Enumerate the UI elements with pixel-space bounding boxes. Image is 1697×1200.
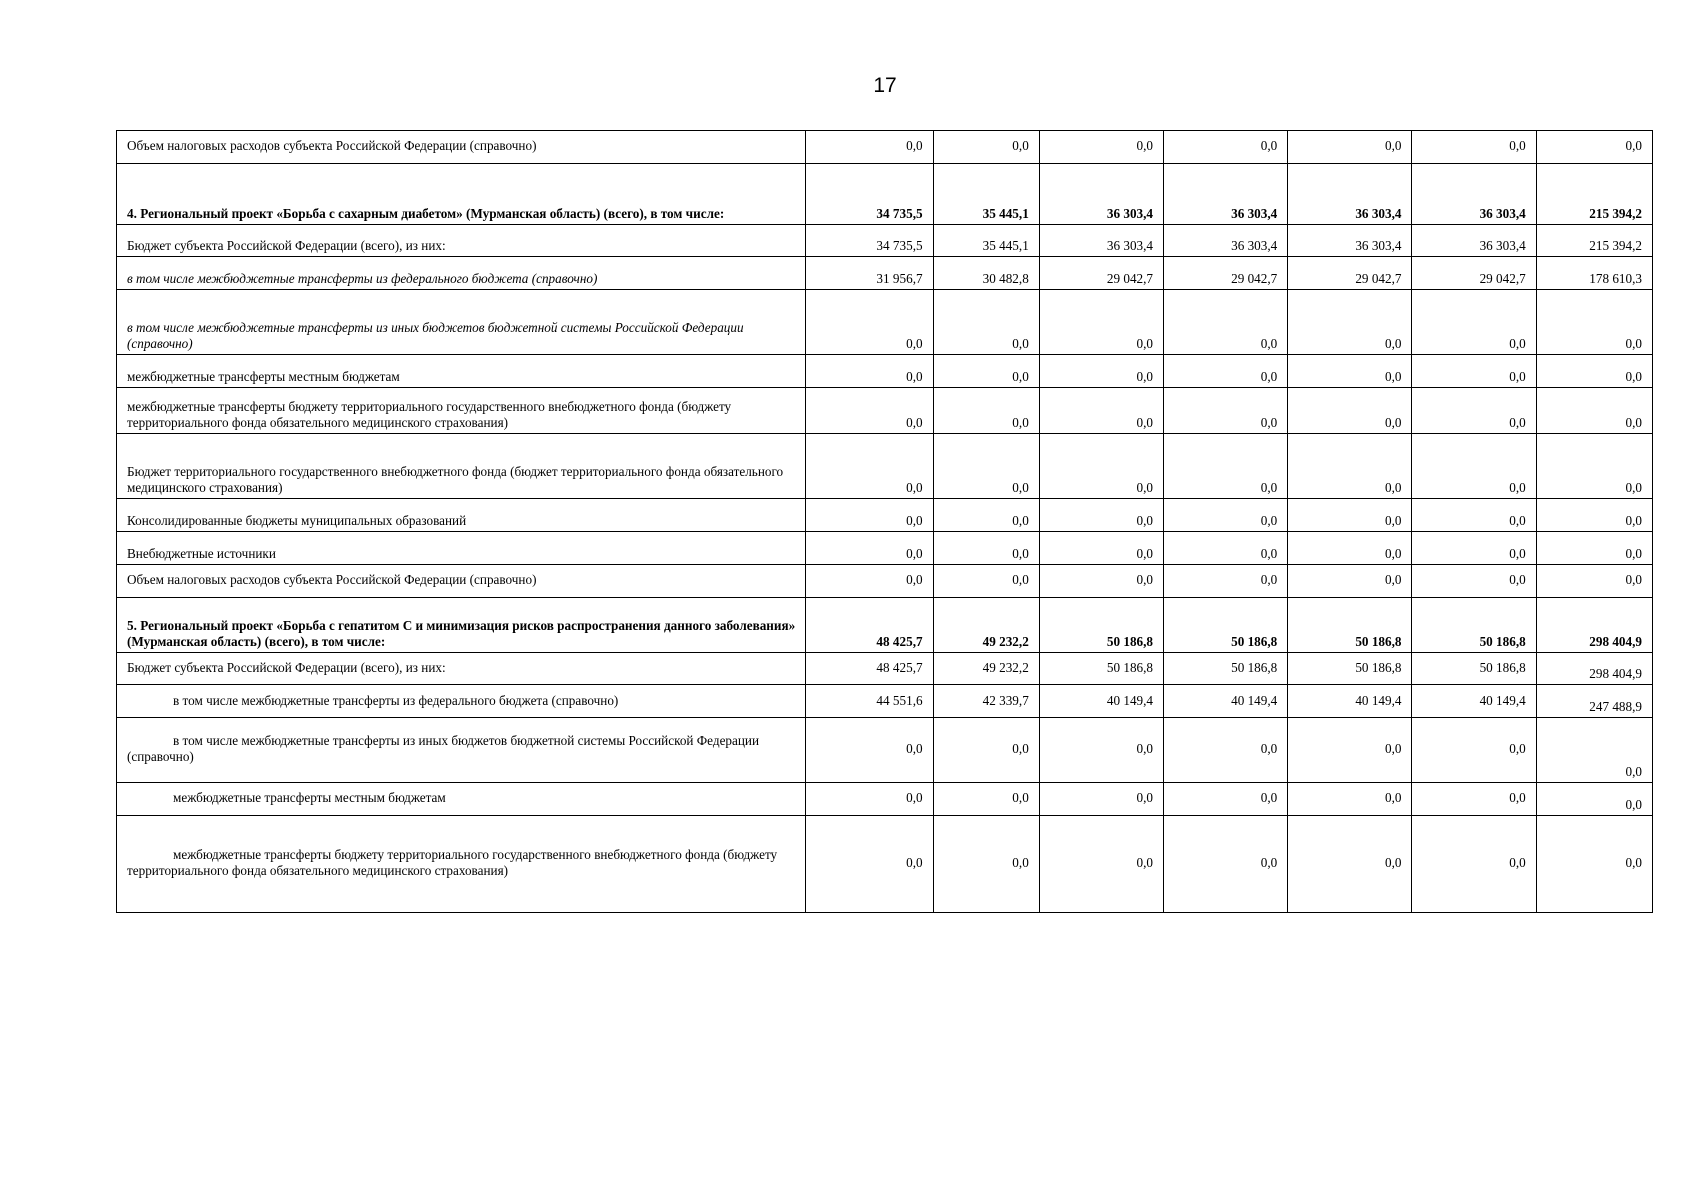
value-cell: 0,0 [1288, 434, 1412, 499]
total-cell: 0,0 [1536, 783, 1652, 816]
value-cell: 0,0 [806, 290, 933, 355]
table-row [117, 816, 1653, 913]
value-cell: 0,0 [1164, 565, 1288, 598]
value-cell: 29 042,7 [1164, 257, 1288, 290]
value-cell: 48 425,7 [806, 598, 933, 653]
value-cell: 0,0 [933, 718, 1039, 783]
value-cell: 0,0 [933, 355, 1039, 388]
total-cell: 215 394,2 [1536, 164, 1652, 225]
value-cell: 0,0 [1412, 434, 1536, 499]
value-cell: 0,0 [1164, 355, 1288, 388]
value-cell: 40 149,4 [1164, 685, 1288, 718]
value-cell: 0,0 [1039, 783, 1163, 816]
row-label: Внебюджетные источники [117, 532, 806, 565]
value-cell: 36 303,4 [1164, 164, 1288, 225]
value-cell: 36 303,4 [1039, 164, 1163, 225]
value-cell: 0,0 [1164, 718, 1288, 783]
value-cell: 0,0 [1288, 718, 1412, 783]
row-label: межбюджетные трансферты бюджету территориального государственного внебюджетного фонда (бюджету территориального фонда обязательного медицинского страхования) [117, 816, 806, 913]
row-label: Консолидированные бюджеты муниципальных образований [117, 499, 806, 532]
value-cell: 0,0 [806, 131, 933, 164]
table-row [117, 434, 1653, 499]
value-cell: 0,0 [806, 434, 933, 499]
value-cell: 0,0 [933, 816, 1039, 913]
value-cell: 50 186,8 [1164, 598, 1288, 653]
value-cell: 0,0 [1288, 565, 1412, 598]
value-cell: 50 186,8 [1412, 653, 1536, 685]
value-cell: 29 042,7 [1039, 257, 1163, 290]
row-label: Объем налоговых расходов субъекта Российской Федерации (справочно) [117, 565, 806, 598]
table-row [117, 388, 1653, 434]
row-label: Бюджет субъекта Российской Федерации (всего), из них: [117, 653, 806, 685]
total-cell: 247 488,9 [1536, 685, 1652, 718]
value-cell: 0,0 [1412, 499, 1536, 532]
total-cell: 0,0 [1536, 532, 1652, 565]
value-cell: 0,0 [1164, 783, 1288, 816]
value-cell: 0,0 [806, 718, 933, 783]
value-cell: 49 232,2 [933, 653, 1039, 685]
value-cell: 29 042,7 [1288, 257, 1412, 290]
value-cell: 0,0 [1039, 499, 1163, 532]
total-cell: 0,0 [1536, 816, 1652, 913]
total-cell: 0,0 [1536, 290, 1652, 355]
value-cell: 0,0 [933, 388, 1039, 434]
value-cell: 40 149,4 [1412, 685, 1536, 718]
value-cell: 42 339,7 [933, 685, 1039, 718]
table-row [117, 225, 1653, 257]
value-cell: 0,0 [1039, 718, 1163, 783]
row-label: в том числе межбюджетные трансферты из федерального бюджета (справочно) [117, 685, 806, 718]
value-cell: 50 186,8 [1039, 598, 1163, 653]
total-cell: 298 404,9 [1536, 598, 1652, 653]
value-cell: 0,0 [1412, 131, 1536, 164]
value-cell: 0,0 [1164, 532, 1288, 565]
value-cell: 36 303,4 [1288, 225, 1412, 257]
value-cell: 0,0 [1164, 388, 1288, 434]
value-cell: 0,0 [1164, 816, 1288, 913]
value-cell: 0,0 [933, 131, 1039, 164]
table-row [117, 783, 1653, 816]
section-header-label: 4. Региональный проект «Борьба с сахарным диабетом» (Мурманская область) (всего), в том числе: [117, 164, 806, 225]
value-cell: 0,0 [1164, 131, 1288, 164]
value-cell: 50 186,8 [1288, 598, 1412, 653]
value-cell: 0,0 [1039, 532, 1163, 565]
value-cell: 29 042,7 [1412, 257, 1536, 290]
value-cell: 0,0 [1288, 290, 1412, 355]
value-cell: 0,0 [933, 434, 1039, 499]
value-cell: 0,0 [1288, 355, 1412, 388]
row-label: межбюджетные трансферты местным бюджетам [117, 355, 806, 388]
value-cell: 0,0 [933, 290, 1039, 355]
value-cell: 0,0 [1164, 290, 1288, 355]
table-row [117, 718, 1653, 783]
row-label: в том числе межбюджетные трансферты из иных бюджетов бюджетной системы Российской Федерации (справочно) [117, 290, 806, 355]
table-row [117, 355, 1653, 388]
value-cell: 36 303,4 [1412, 164, 1536, 225]
value-cell: 0,0 [1288, 131, 1412, 164]
value-cell: 0,0 [1412, 783, 1536, 816]
value-cell: 0,0 [1039, 816, 1163, 913]
value-cell: 0,0 [806, 499, 933, 532]
value-cell: 36 303,4 [1288, 164, 1412, 225]
table-row [117, 257, 1653, 290]
total-cell: 215 394,2 [1536, 225, 1652, 257]
page-number: 17 [873, 74, 897, 97]
value-cell: 0,0 [806, 816, 933, 913]
value-cell: 0,0 [1412, 355, 1536, 388]
value-cell: 0,0 [1288, 388, 1412, 434]
value-cell: 44 551,6 [806, 685, 933, 718]
value-cell: 35 445,1 [933, 164, 1039, 225]
value-cell: 0,0 [1412, 532, 1536, 565]
total-cell: 0,0 [1536, 718, 1652, 783]
value-cell: 40 149,4 [1288, 685, 1412, 718]
table-row [117, 685, 1653, 718]
value-cell: 0,0 [1412, 565, 1536, 598]
value-cell: 0,0 [1039, 131, 1163, 164]
row-label: в том числе межбюджетные трансферты из иных бюджетов бюджетной системы Российской Федерации (справочно) [117, 718, 806, 783]
total-cell: 0,0 [1536, 131, 1652, 164]
total-cell: 178 610,3 [1536, 257, 1652, 290]
table-row [117, 532, 1653, 565]
value-cell: 0,0 [1288, 532, 1412, 565]
table-row [117, 164, 1653, 225]
value-cell: 0,0 [1412, 816, 1536, 913]
table-row [117, 290, 1653, 355]
value-cell: 0,0 [1164, 434, 1288, 499]
value-cell: 0,0 [806, 565, 933, 598]
value-cell: 0,0 [1039, 388, 1163, 434]
value-cell: 30 482,8 [933, 257, 1039, 290]
value-cell: 0,0 [933, 565, 1039, 598]
total-cell: 0,0 [1536, 388, 1652, 434]
value-cell: 50 186,8 [1039, 653, 1163, 685]
table-row [117, 653, 1653, 685]
value-cell: 0,0 [806, 532, 933, 565]
value-cell: 0,0 [1039, 355, 1163, 388]
value-cell: 36 303,4 [1039, 225, 1163, 257]
value-cell: 0,0 [806, 388, 933, 434]
value-cell: 34 735,5 [806, 225, 933, 257]
value-cell: 36 303,4 [1412, 225, 1536, 257]
value-cell: 50 186,8 [1288, 653, 1412, 685]
value-cell: 50 186,8 [1164, 653, 1288, 685]
row-label: Объем налоговых расходов субъекта Российской Федерации (справочно) [117, 131, 806, 164]
total-cell: 0,0 [1536, 499, 1652, 532]
value-cell: 0,0 [1412, 718, 1536, 783]
row-label: в том числе межбюджетные трансферты из федерального бюджета (справочно) [117, 257, 806, 290]
total-cell: 0,0 [1536, 434, 1652, 499]
value-cell: 0,0 [1412, 388, 1536, 434]
table-row [117, 565, 1653, 598]
value-cell: 34 735,5 [806, 164, 933, 225]
table-row [117, 499, 1653, 532]
table-row [117, 131, 1653, 164]
row-label: межбюджетные трансферты местным бюджетам [117, 783, 806, 816]
value-cell: 0,0 [1412, 290, 1536, 355]
value-cell: 36 303,4 [1164, 225, 1288, 257]
value-cell: 0,0 [933, 499, 1039, 532]
value-cell: 0,0 [933, 783, 1039, 816]
table-row [117, 598, 1653, 653]
value-cell: 0,0 [1164, 499, 1288, 532]
total-cell: 298 404,9 [1536, 653, 1652, 685]
value-cell: 0,0 [1288, 783, 1412, 816]
value-cell: 31 956,7 [806, 257, 933, 290]
value-cell: 0,0 [1039, 434, 1163, 499]
value-cell: 0,0 [1288, 816, 1412, 913]
section-header-label: 5. Региональный проект «Борьба с гепатитом С и минимизация рисков распространения данного заболевания» (Мурманская область) (всего), в том числе: [117, 598, 806, 653]
value-cell: 0,0 [1288, 499, 1412, 532]
total-cell: 0,0 [1536, 565, 1652, 598]
value-cell: 35 445,1 [933, 225, 1039, 257]
value-cell: 0,0 [933, 532, 1039, 565]
budget-table [116, 130, 1653, 913]
value-cell: 0,0 [806, 355, 933, 388]
row-label: межбюджетные трансферты бюджету территориального государственного внебюджетного фонда (бюджету территориального фонда обязательного медицинского страхования) [117, 388, 806, 434]
value-cell: 40 149,4 [1039, 685, 1163, 718]
value-cell: 0,0 [1039, 565, 1163, 598]
row-label: Бюджет субъекта Российской Федерации (всего), из них: [117, 225, 806, 257]
value-cell: 48 425,7 [806, 653, 933, 685]
value-cell: 50 186,8 [1412, 598, 1536, 653]
row-label: Бюджет территориального государственного внебюджетного фонда (бюджет территориального фонда обязательного медицинского страхования) [117, 434, 806, 499]
value-cell: 49 232,2 [933, 598, 1039, 653]
total-cell: 0,0 [1536, 355, 1652, 388]
value-cell: 0,0 [806, 783, 933, 816]
value-cell: 0,0 [1039, 290, 1163, 355]
